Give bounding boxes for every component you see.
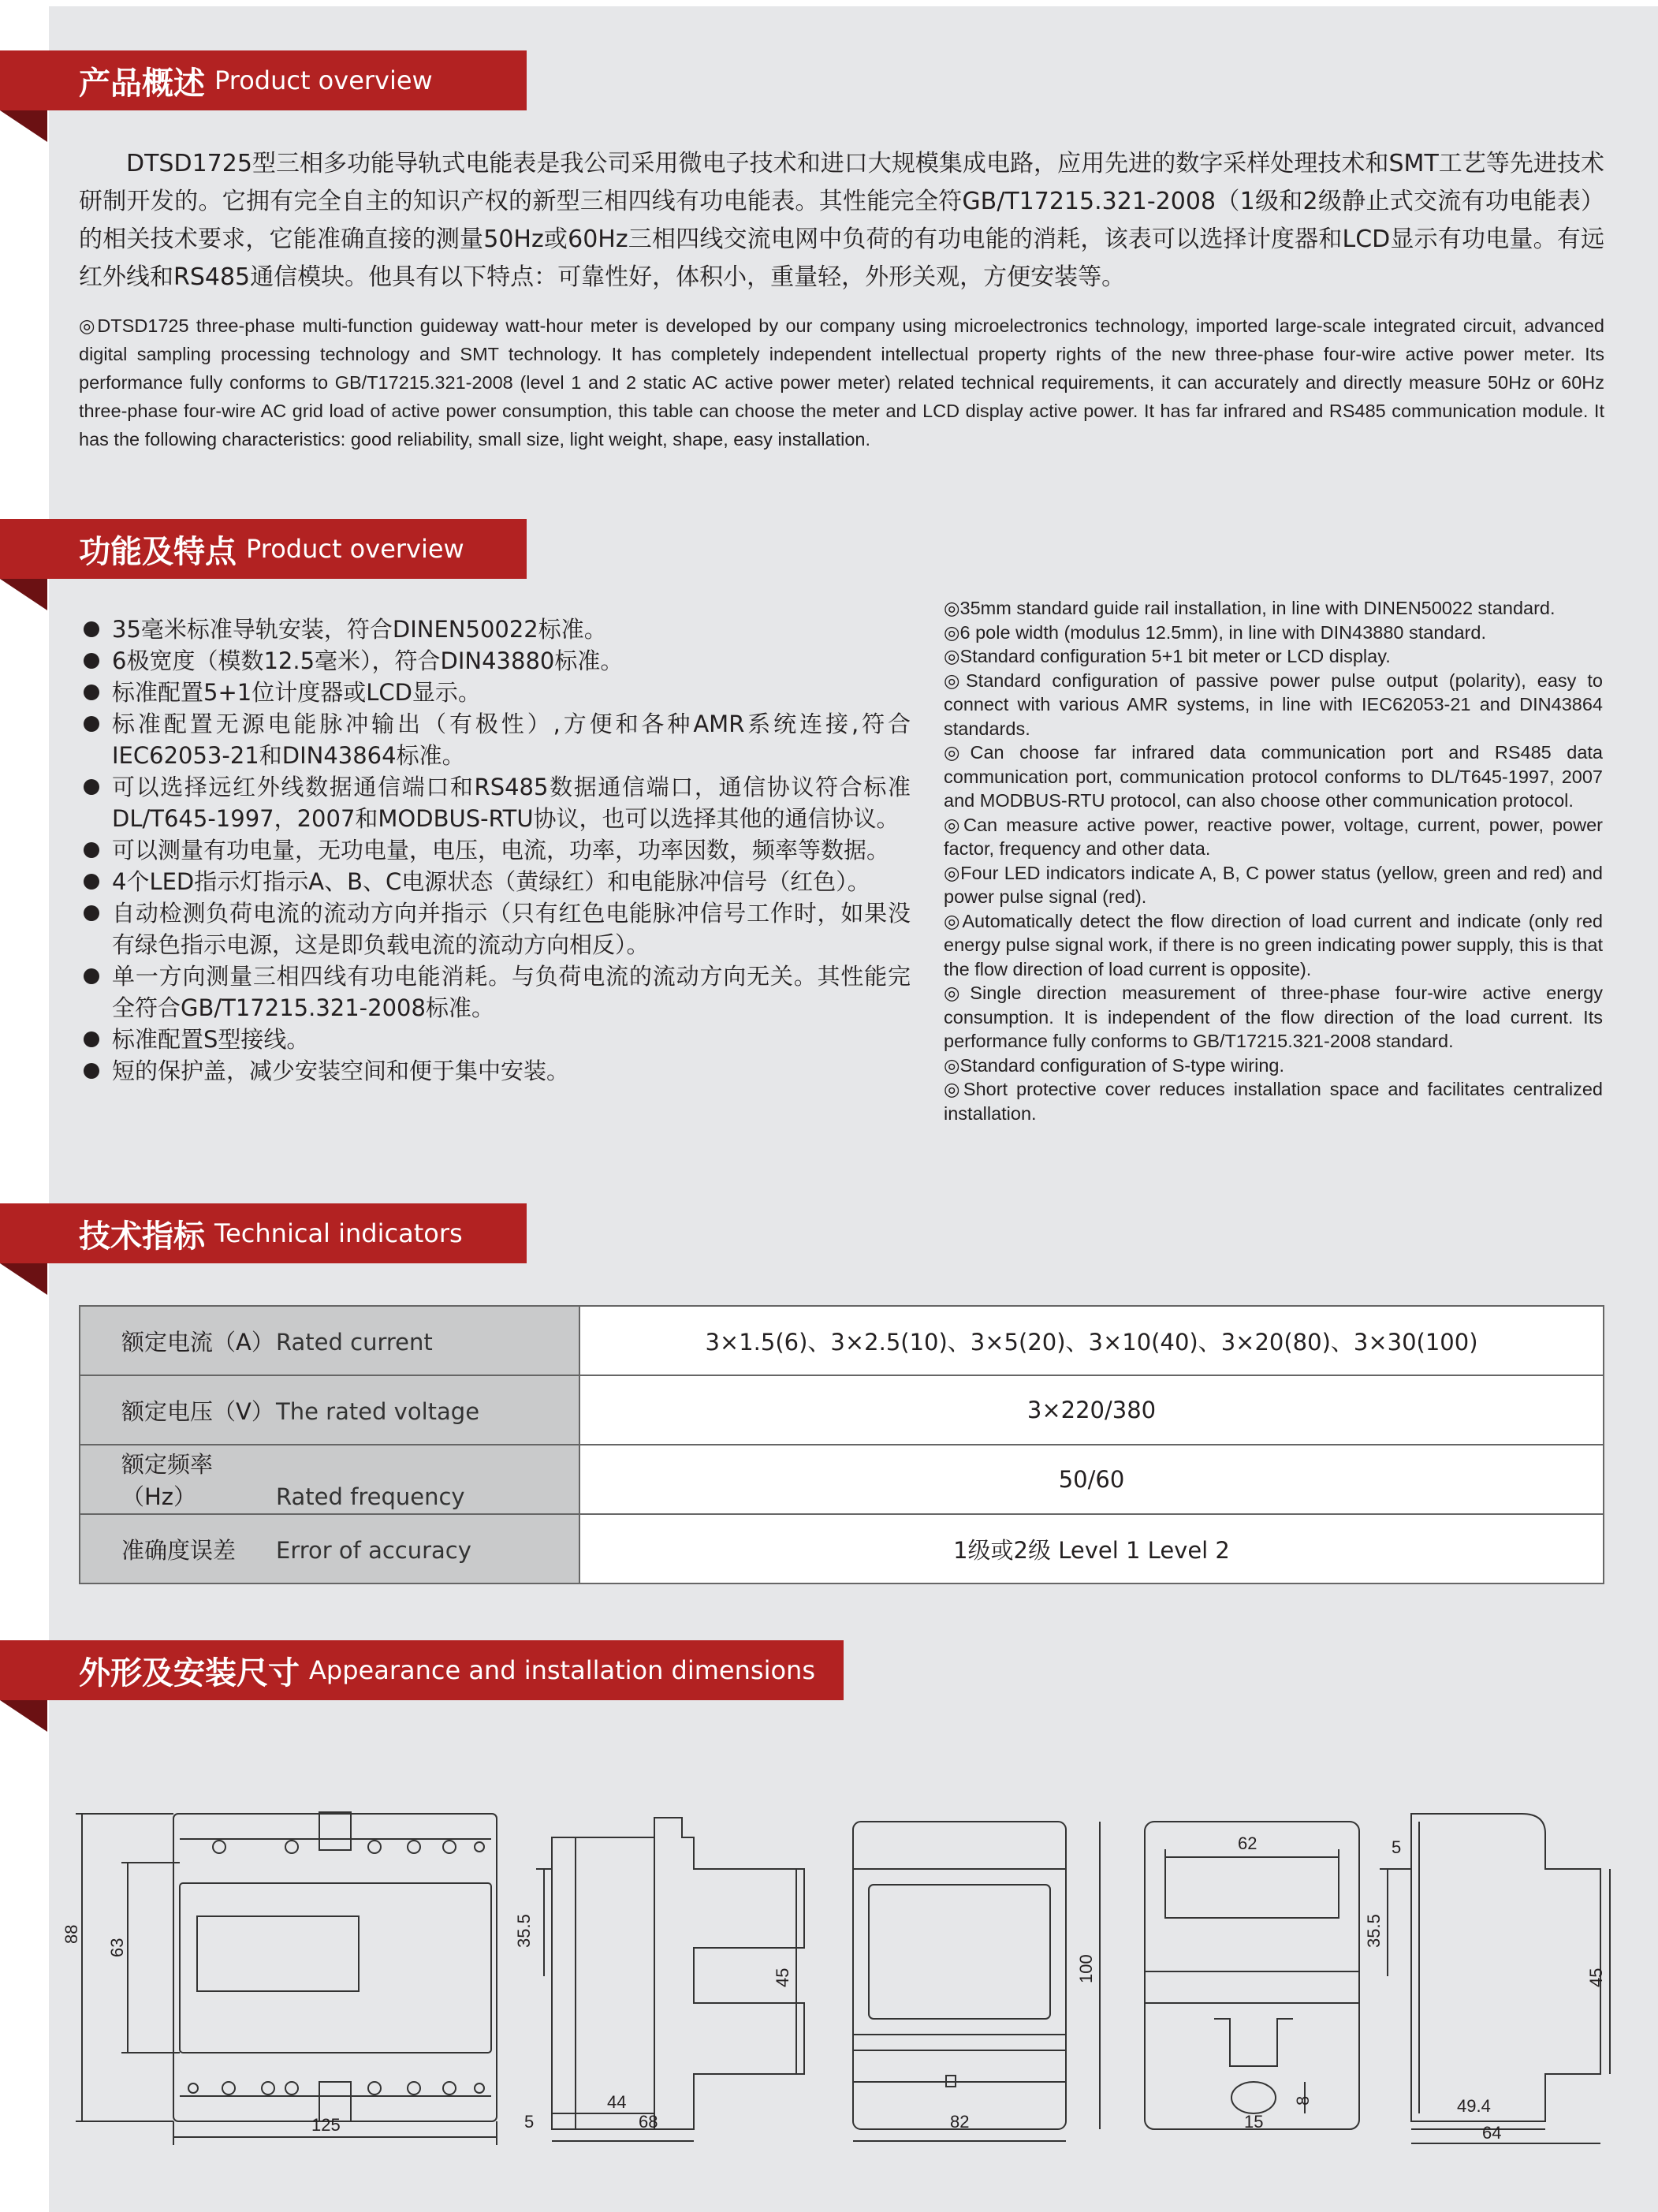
- dimension-label: 44: [607, 2092, 627, 2112]
- dimension-label: 82: [950, 2112, 970, 2132]
- dimension-label: 64: [1482, 2123, 1502, 2143]
- table-row: [80, 1306, 1604, 1375]
- bullet-icon: [84, 842, 99, 858]
- section-title-en: Product overview: [214, 65, 433, 95]
- section-fold-decoration: [0, 1700, 47, 1732]
- section-header-technical: [0, 1203, 527, 1263]
- dimension-label: 8: [1293, 2095, 1313, 2106]
- bullet-icon: [84, 874, 99, 890]
- section-header-dimensions: [0, 1640, 844, 1700]
- spec-table: [79, 1305, 1604, 1584]
- list-item: ◎Can choose far infrared data communication port and RS485 data communication port, communication protocol conforms to DL/T645-1997, 2007 and MODBUS-RTU protocol, can also choose other communication protocol.: [944, 742, 1603, 811]
- section-title-en: Technical indicators: [214, 1218, 463, 1248]
- spec-label: 额定电压（V）The rated voltage: [80, 1375, 579, 1445]
- bullet-icon: [84, 905, 99, 921]
- front-view-drawing: [76, 1812, 497, 2145]
- bullet-icon: [84, 684, 99, 700]
- dimension-label: 35.5: [1364, 1914, 1384, 1948]
- list-item: ◎Short protective cover reduces installation space and facilitates centralized installation.: [944, 1079, 1603, 1124]
- dimension-label: 5: [524, 2112, 535, 2132]
- dimension-label: 49.4: [1457, 2096, 1491, 2116]
- list-item: ◎Standard configuration of S-type wiring.: [944, 1054, 1284, 1076]
- spec-value: 1级或2级 Level 1 Level 2: [579, 1514, 1604, 1583]
- dimension-label: 88: [61, 1924, 81, 1944]
- section-title-cn: 功能及特点: [79, 533, 237, 570]
- dimension-label: 35.5: [514, 1914, 534, 1948]
- dimension-label: 125: [311, 2115, 341, 2135]
- list-item: 标准配置S型接线。: [79, 1024, 911, 1055]
- section-fold-decoration: [0, 1263, 47, 1295]
- list-item: ◎Automatically detect the flow direction of load current and indicate (only red energy pulse signal work, if there is no green indicating power supply, this is that the flow direction of load current is opposite).: [944, 910, 1603, 979]
- list-item: 标准配置5+1位计度器或LCD显示。: [79, 677, 911, 708]
- section-title-cn: 产品概述: [79, 65, 205, 102]
- section-title-cn: 技术指标: [79, 1218, 205, 1255]
- dimension-label: 45: [773, 1968, 792, 1987]
- list-item: 短的保护盖，减少安装空间和便于集中安装。: [79, 1055, 911, 1087]
- table-row: [80, 1514, 1604, 1583]
- dimension-label: 62: [1238, 1833, 1257, 1853]
- back-view-drawing: [1145, 1822, 1359, 2129]
- section-fold-decoration: [0, 110, 47, 142]
- spec-value: 3×220/380: [579, 1375, 1604, 1445]
- list-item: 4个LED指示灯指示A、B、C电源状态（黄绿红）和电能脉冲信号（红色）。: [79, 866, 911, 897]
- list-item: ◎Standard configuration of passive power pulse output (polarity), easy to connect with various AMR systems, in line with IEC62053-21 and DIN43864 standards.: [944, 670, 1603, 739]
- section-header-overview: [0, 50, 527, 110]
- dimension-label: 100: [1076, 1954, 1096, 1983]
- section-title-en: Appearance and installation dimensions: [309, 1655, 815, 1685]
- features-list-cn: [79, 614, 911, 1087]
- spec-value: 3×1.5(6)、3×2.5(10)、3×5(20)、3×10(40)、3×20(80)、3×30(100): [579, 1306, 1604, 1375]
- bullet-icon: [84, 968, 99, 984]
- bullet-icon: [84, 653, 99, 669]
- section-title-cn: 外形及安装尺寸: [79, 1654, 300, 1692]
- dimension-label: 68: [639, 2112, 658, 2132]
- section-fold-decoration: [0, 579, 47, 610]
- overview-text-cn: DTSD1725型三相多功能导轨式电能表是我公司采用微电子技术和进口大规模集成电路，应用先进的数字采样处理技术和SMT工艺等先进技术研制开发的。它拥有完全自主的知识产权的新型三相四线有功电能表。其性能完全符GB/T17215.321-2008（1级和2级静止式交流有功电能表）的相关技术要求，它能准确直接的测量50Hz或60Hz三相四线交流电网中负荷的有功电能的消耗，该表可以选择计度器和LCD显示有功电量。有远红外线和RS485通信模块。他具有以下特点：可靠性好，体积小，重量轻，外形关观，方便安装等。: [79, 150, 1604, 291]
- list-item: 可以选择远红外线数据通信端口和RS485数据通信端口，通信协议符合标准DL/T645-1997，2007和MODBUS-RTU协议，也可以选择其他的通信协议。: [79, 771, 911, 834]
- bullet-icon: [84, 1031, 99, 1047]
- side-view-drawing: [536, 1818, 804, 2141]
- dimension-label: 45: [1586, 1968, 1606, 1987]
- spec-label: 额定电流（A）Rated current: [80, 1306, 579, 1375]
- list-item: 标准配置无源电能脉冲输出（有极性）,方便和各种AMR系统连接,符合IEC62053-21和DIN43864标准。: [79, 708, 911, 771]
- dimension-label: 15: [1244, 2112, 1264, 2132]
- list-item: 6极宽度（模数12.5毫米），符合DIN43880标准。: [79, 645, 911, 677]
- top-view-drawing: [853, 1822, 1100, 2141]
- list-item: 自动检测负荷电流的流动方向并指示（只有红色电能脉冲信号工作时，如果没有绿色指示电源，这是即负载电流的流动方向相反）。: [79, 897, 911, 961]
- list-item: ◎35mm standard guide rail installation, in line with DINEN50022 standard.: [944, 598, 1556, 618]
- list-item: 单一方向测量三相四线有功电能消耗。与负荷电流的流动方向无关。其性能完全符合GB/T17215.321-2008标准。: [79, 961, 911, 1024]
- spec-value: 50/60: [579, 1445, 1604, 1514]
- right-side-view-drawing: [1380, 1814, 1610, 2143]
- list-item: 可以测量有功电量，无功电量，电压，电流，功率，功率因数，频率等数据。: [79, 834, 911, 866]
- overview-text-en: ◎DTSD1725 three-phase multi-function guideway watt-hour meter is developed by our company using microelectronics technology, imported large-scale integrated circuit, advanced digital sampling processing technology and SMT technology. It has completely independent intellectual property rights of the new three-phase four-wire active power meter. Its performance fully conforms to GB/T17215.321-2008 (level 1 and 2 static AC active power meter) related technical requirements, it can accurately and directly measure 50Hz or 60Hz three-phase four-wire AC grid load of active power consumption, this table can choose the meter and LCD display active power. It has far infrared and RS485 communication module. It has the following characteristics: good reliability, small size, light weight, shape, easy installation.: [79, 315, 1604, 449]
- list-item: ◎Can measure active power, reactive power, voltage, current, power, power factor, frequency and other data.: [944, 814, 1603, 859]
- spec-label: 准确度误差 Error of accuracy: [80, 1514, 579, 1583]
- table-row: [80, 1445, 1604, 1514]
- section-header-features: [0, 519, 527, 579]
- bullet-icon: [84, 621, 99, 637]
- list-item: ◎Four LED indicators indicate A, B, C power status (yellow, green and red) and power pulse signal (red).: [944, 862, 1603, 907]
- dimension-label: 5: [1392, 1837, 1402, 1857]
- section-title-en: Product overview: [246, 534, 464, 564]
- bullet-icon: [84, 779, 99, 795]
- list-item: ◎6 pole width (modulus 12.5mm), in line with DIN43880 standard.: [944, 621, 1486, 643]
- bullet-icon: [84, 1063, 99, 1079]
- list-item: ◎Standard configuration 5+1 bit meter or LCD display.: [944, 646, 1391, 666]
- table-row: [80, 1375, 1604, 1445]
- spec-label: 额定频率（Hz） Rated frequency: [80, 1445, 579, 1514]
- bullet-icon: [84, 716, 99, 732]
- dimension-label: 63: [107, 1938, 127, 1957]
- list-item: ◎Single direction measurement of three-phase four-wire active energy consumption. It is independent of the flow direction of the load current. Its performance fully conforms to GB/T17215.321-2008 standard.: [944, 983, 1603, 1051]
- dimension-drawings: [0, 1790, 1658, 2161]
- list-item: 35毫米标准导轨安装，符合DINEN50022标准。: [79, 614, 911, 645]
- features-list-en: [944, 596, 1603, 1125]
